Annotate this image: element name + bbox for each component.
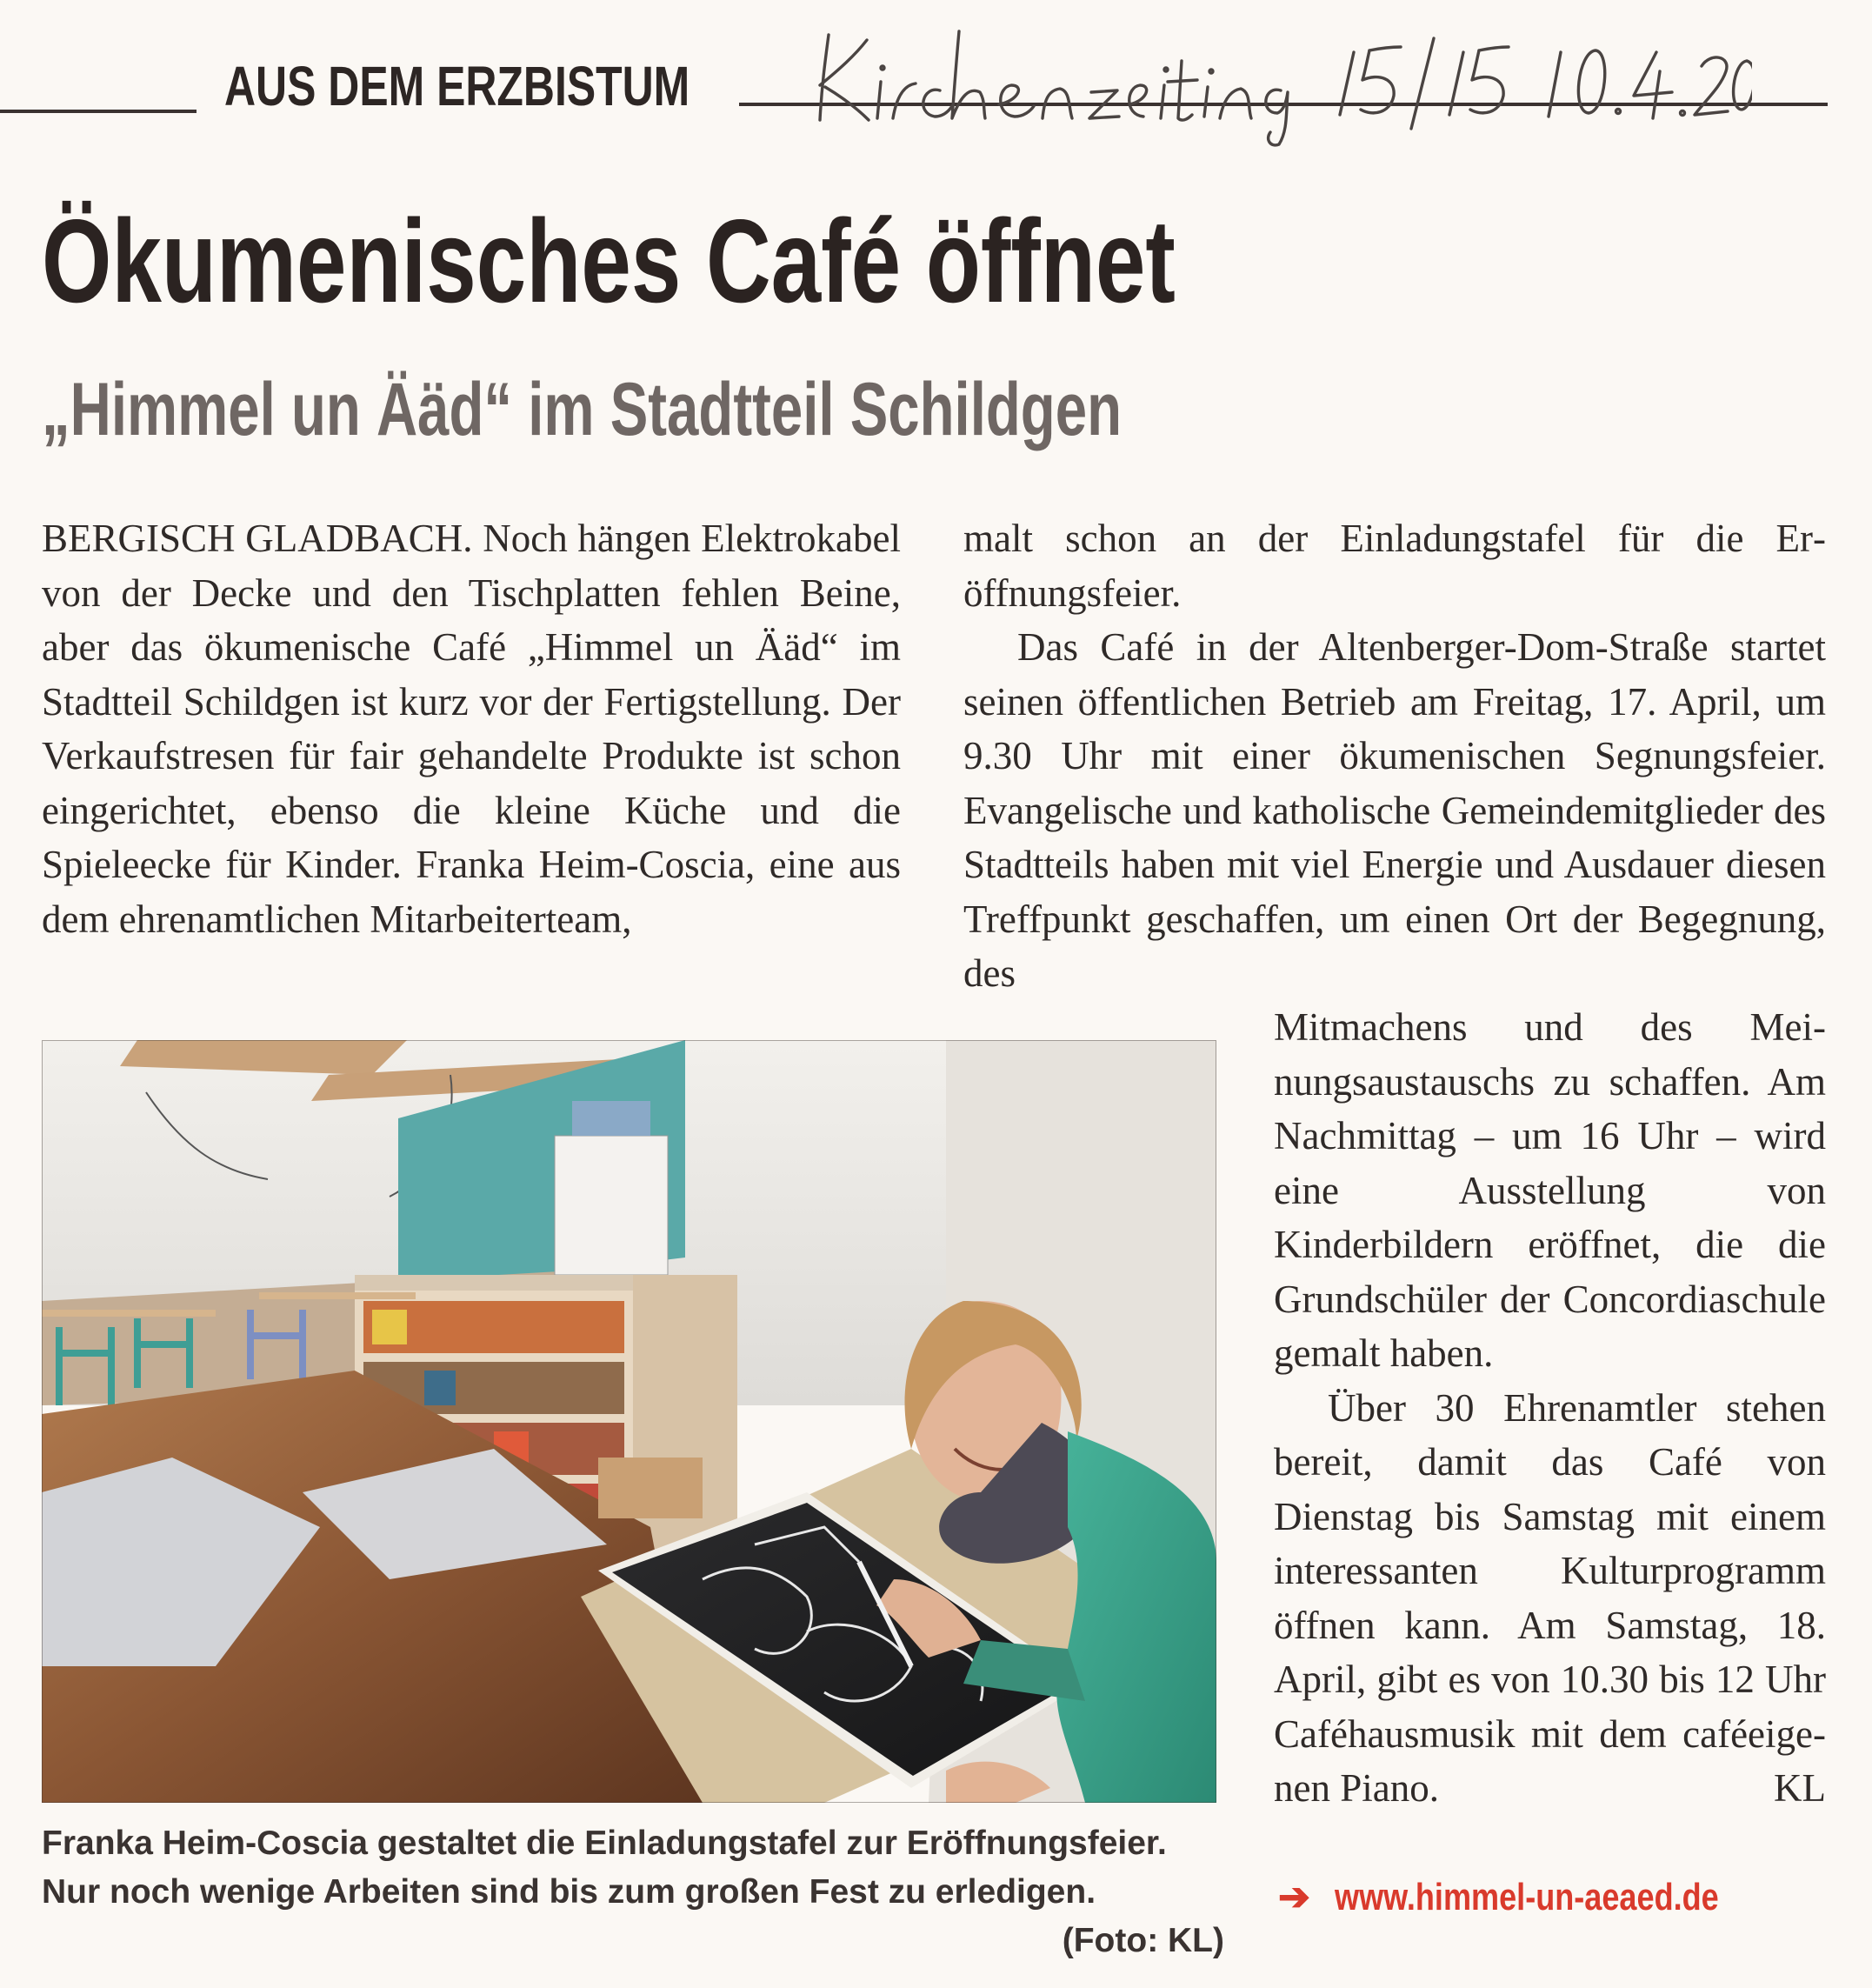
article-column-3 (1274, 1000, 1826, 1816)
article-paragraph: Das Café in der Altenberger-Dom-Straße startet seinen öffentlichen Betrieb am Freitag, 17. April, um 9.30 Uhr mit einer ökumenischen Segnungsfeier. Evangelische und katholische Gemeindemitglieder des Stadtteils haben mit viel Energie und Ausdauer diesen Treffpunkt geschaffen, um einen Ort der Begegnung, des (963, 625, 1826, 995)
photo-caption (42, 1819, 1224, 1965)
section-label: AUS DEM ERZBISTUM (224, 55, 690, 117)
cafe-interior-image (42, 1040, 1216, 1803)
website-link-row (1278, 1875, 1803, 1919)
article-paragraph: Mitmachens und des Meinungsaustauschs zu schaffen. Am Nachmittag – um 16 Uhr – wird eine Ausstellung von Kinderbildern eröffnet, die die Grundschüler der Concordiaschule gemalt haben. (1274, 1005, 1826, 1375)
article-headline: Ökumenisches Café öffnet (42, 195, 1176, 327)
article-subheadline: „Himmel un Ääd“ im Stadtteil Schildgen (42, 368, 1123, 451)
article-paragraph: malt schon an der Einladungstafel für die Eröffnungsfeier. (963, 517, 1826, 615)
author-initials: KL (1774, 1766, 1826, 1810)
arrow-right-icon: ➔ (1278, 1876, 1310, 1918)
article-column-2 (963, 511, 1826, 1001)
handwritten-note (813, 17, 1752, 148)
article-paragraph (1274, 1381, 1826, 1816)
website-link[interactable]: www.himmel-un-aeaed.de (1334, 1876, 1719, 1918)
photo-credit: (Foto: KL) (1062, 1922, 1224, 1959)
caption-text: Franka Heim-Coscia gestaltet die Einladungstafel zur Eröffnungsfeier. Nur noch wenige Arbeiten sind bis zum großen Fest zu erledigen. (42, 1825, 1167, 1911)
article-paragraph: BERGISCH GLADBACH. Noch hängen Elektrokabel von der Decke und den Tischplatten fehlen Beine, aber das ökumenische Café „Himmel un Ääd“ im Stadtteil Schildgen ist kurz vor der Fertigstellung. Der Verkaufstresen für fair gehandelte Produkte ist schon eingerichtet, ebenso die kleine Küche und die Spieleecke für Kinder. Franka Heim-Coscia, eine aus dem ehrenamtlichen Mitarbeiterteam, (42, 517, 901, 941)
article-text: Über 30 Ehrenamtler stehen bereit, damit das Café von Dienstag bis Samstag mit einem interessanten Kulturprogramm öffnen kann. Am Samstag, 18. April, gibt es von 10.30 bis 12 Uhr Caféhausmusik mit dem caféeigenen Piano. (1274, 1385, 1826, 1810)
article-column-1 (42, 511, 901, 946)
header-rule-left (0, 110, 197, 113)
article-photo (42, 1040, 1216, 1803)
